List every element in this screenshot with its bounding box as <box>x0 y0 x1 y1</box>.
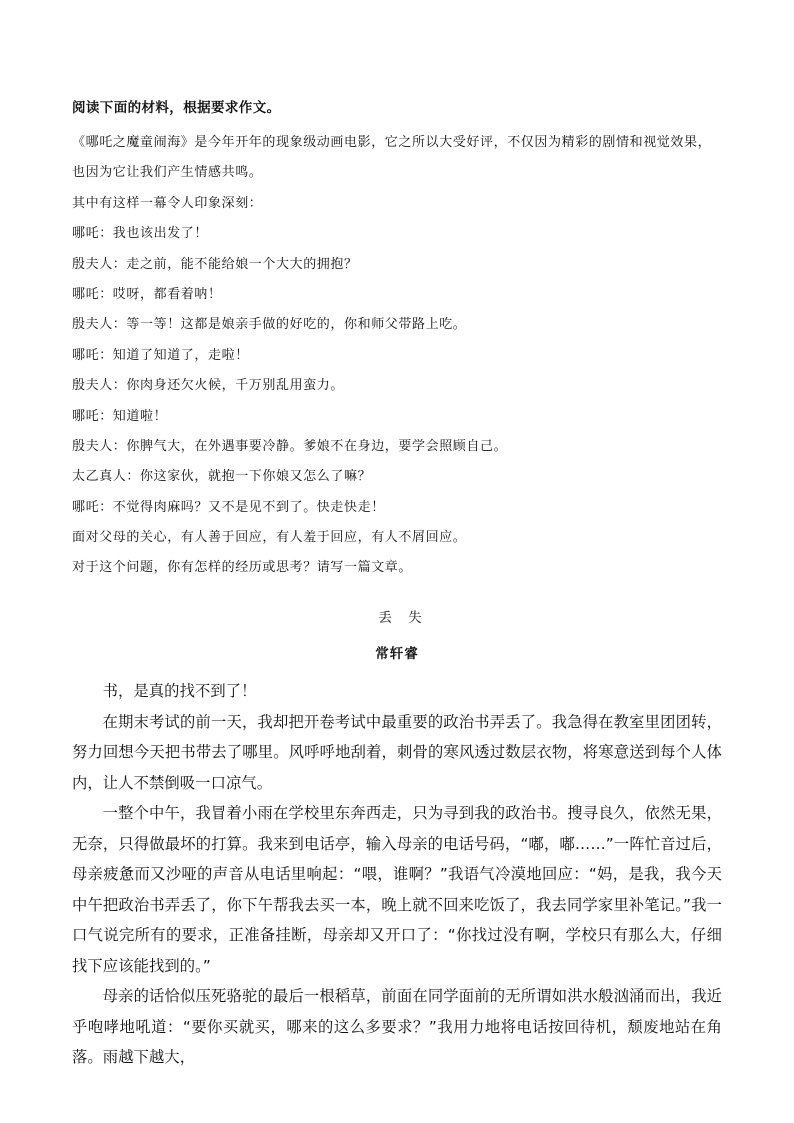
prompt-line: 殷夫人：等一等！这都是娘亲手做的好吃的，你和师父带路上吃。 <box>72 317 467 333</box>
essay-author: 常轩睿 <box>375 646 419 662</box>
prompt-line: 哪吒：知道了知道了，走啦！ <box>72 347 249 363</box>
prompt-line: 哪吒：知道啦！ <box>72 408 168 424</box>
prompt-line: 对于这个问题，你有怎样的经历或思考？请写一篇文章。 <box>72 560 413 576</box>
prompt-line: 也因为它让我们产生情感共鸣。 <box>72 165 263 181</box>
prompt-line: 太乙真人：你这家伙，就抱一下你娘又怎么了嘛？ <box>72 469 372 485</box>
essay-paragraph: 母亲的话恰似压死骆驼的最后一根稻草，前面在同学面前的无所谓如洪水般汹涌而出，我近乎咆哮地吼道：“要你买就买，哪来的这么多要求？”我用力地将电话按回待机，颓废地站在角落。雨越下越大， <box>72 987 722 1066</box>
instruction-heading: 阅读下面的材料，根据要求作文。 <box>72 100 281 116</box>
prompt-line: 哪吒：哎呀，都看着呐！ <box>72 286 222 302</box>
prompt-line: 殷夫人：走之前，能不能给娘一个大大的拥抱？ <box>72 256 358 272</box>
essay-paragraph: 书，是真的找不到了！ <box>102 682 257 700</box>
essay-paragraph: 在期末考试的前一天，我却把开卷考试中最重要的政治书弄丢了。我急得在教室里团团转，努力回想今天把书带去了哪里。风呼呼地刮着，刺骨的寒风透过数层衣物，将寒意送到每个人体内，让人不禁倒吸一口凉气。 <box>72 712 722 792</box>
prompt-line: 面对父母的关心，有人善于回应，有人羞于回应，有人不屑回应。 <box>72 530 467 546</box>
prompt-material <box>72 128 732 584</box>
prompt-line: 哪吒：我也该出发了！ <box>72 226 209 242</box>
essay-title: 丢 失 <box>378 610 428 626</box>
essay-paragraph: 一整个中午，我冒着小雨在学校里东奔西走，只为寻到我的政治书。搜寻良久，依然无果，无奈，只得做最坏的打算。我来到电话亭，输入母亲的电话号码，“嘟，嘟……”一阵忙音过后，母亲疲惫而又沙哑的声音从电话里响起：“喂，谁啊？”我语气冷漠地回应：“妈，是我，我今天中午把政治书弄丢了，你下午帮我去买一本，晚上就不回来吃饭了，我去同学家里补笔记。”我一口气说完所有的要求，正准备挂断，母亲却又开口了：“你找过没有啊，学校只有那么大，仔细找下应该能找到的。” <box>72 804 722 975</box>
prompt-line: 其中有这样一幕令人印象深刻： <box>72 195 263 211</box>
prompt-line: 哪吒：不觉得肉麻吗？又不是见不到了。快走快走！ <box>72 499 385 515</box>
prompt-line: 《哪吒之魔童闹海》是今年开年的现象级动画电影，它之所以大受好评，不仅因为精彩的剧情和视觉效果， <box>72 135 712 150</box>
prompt-line: 殷夫人：你脾气大，在外遇事要冷静。爹娘不在身边，要学会照顾自己。 <box>72 438 508 454</box>
essay-body <box>72 676 722 1073</box>
prompt-line: 殷夫人：你肉身还欠火候，千万别乱用蛮力。 <box>72 378 345 394</box>
